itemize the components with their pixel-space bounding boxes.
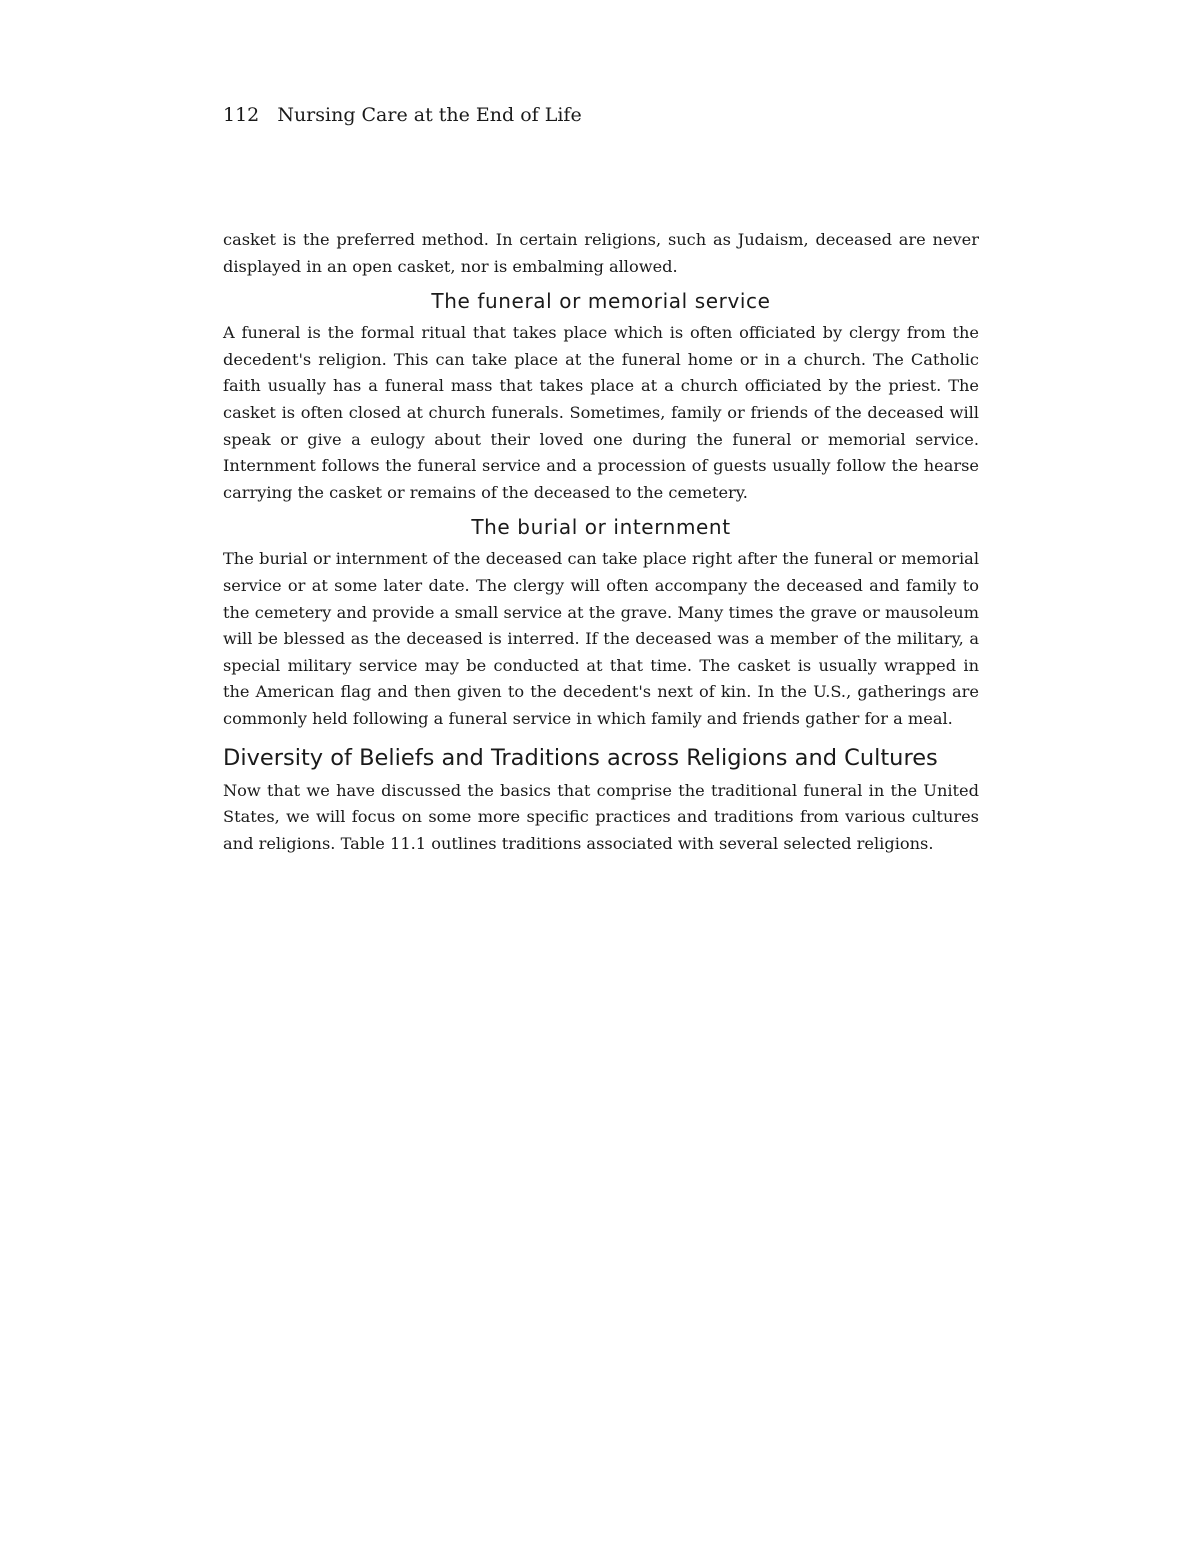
page-content — [223, 227, 979, 857]
burial-section — [223, 514, 979, 732]
book-title: Nursing Care at the End of Life — [277, 104, 582, 126]
diversity-section — [223, 743, 979, 858]
burial-section-paragraph: The burial or internment of the deceased can take place right after the funeral or memorial service or at some later date. The clergy will often accompany the deceased and family to the cemetery and provide a small service at the grave. Many times the grave or mausoleum will be blessed as the deceased is interred. If the deceased was a member of the military, a special military service may be conducted at that time. The casket is usually wrapped in the American flag and then given to the decedent's next of kin. In the U.S., gatherings are commonly held following a funeral service in which family and friends gather for a meal. — [223, 549, 979, 728]
intro-paragraph: casket is the preferred method. In certain religions, such as Judaism, deceased are never displayed in an open casket, nor is embalming allowed. — [223, 230, 979, 276]
funeral-section-paragraph: A funeral is the formal ritual that takes place which is often officiated by clergy from the decedent's religion. This can take place at the funeral home or in a church. The Catholic faith usually has a funeral mass that takes place at a church officiated by the priest. The casket is often closed at church funerals. Sometimes, family or friends of the deceased will speak or give a eulogy about their loved one during the funeral or memorial service. Internment follows the funeral service and a procession of guests usually follow the hearse carrying the casket or remains of the deceased to the cemetery. — [223, 323, 979, 502]
diversity-section-paragraph: Now that we have discussed the basics that comprise the traditional funeral in the United States, we will focus on some more specific practices and traditions from various cultures and religions. Table 11.1 outlines traditions associated with several selected religions. — [223, 780, 979, 853]
running-header — [223, 100, 582, 130]
burial-section-heading: The burial or internment — [471, 515, 731, 540]
funeral-section-heading: The funeral or memorial service — [431, 289, 771, 314]
funeral-section — [223, 288, 979, 506]
page-number: 112 — [223, 104, 260, 126]
diversity-section-heading: Diversity of Beliefs and Traditions across Religions and Cultures — [223, 744, 938, 771]
